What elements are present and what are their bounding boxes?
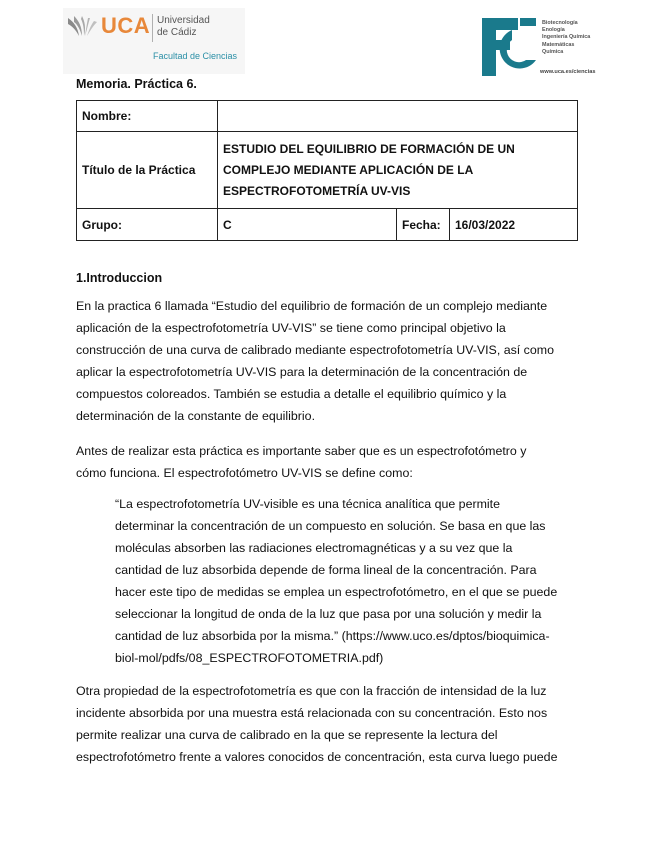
fc-logo [482,18,612,76]
name-label: Nombre: [77,101,218,132]
university-line-2: de Cádiz [157,27,197,38]
fc-subject: Ingeniería Química [542,34,591,41]
title-line: ESPECTROFOTOMETRÍA UV-VIS [223,183,411,198]
quote-line: cantidad de luz absorbida depende de forma lineal de la concentración. Para [115,563,537,577]
text-line: Antes de realizar esta práctica es importante saber que es un espectrofotómetro y [76,444,527,458]
text-line: construcción de una curva de calibrado mediante espectrofotometría UV-VIS, así como [76,343,554,357]
title-line: COMPLEJO MEDIANTE APLICACIÓN DE LA [223,162,474,177]
text-line: incidente absorbida por una muestra está relacionada con su concentración. Esto nos [76,706,548,720]
section-heading: 1.Introduccion [76,271,163,285]
uca-brand: UCA [101,13,151,38]
text-line: permite realizar una curva de calibrado en la que se represente la lectura del [76,728,498,742]
uca-bird-icon [66,14,100,40]
group-value: C [218,209,397,241]
fc-emblem-icon [482,18,538,76]
fc-url: www.uca.es/ciencias [540,69,596,75]
date-label: Fecha: [397,209,450,241]
text-line: compuestos coloreados. También se estudia a detalle el equilibrio químico y la [76,387,507,401]
memo-title: Memoria. Práctica 6. [76,77,197,91]
text-line: cómo funciona. El espectrofotómetro UV-VIS se define como: [76,466,413,480]
university-name [157,15,210,39]
faculty-name: Facultad de Ciencias [153,51,238,61]
fc-subject: Biotecnología [542,20,578,26]
fc-subject: Química [542,48,564,55]
text-line: determinación de la constante de equilibrio. [76,409,316,423]
quote-line: seleccionar la longitud de onda de la luz que pasa por una solución y medir la [115,607,542,621]
definition-quote [115,493,575,669]
table-row [77,132,578,209]
university-line-1: Universidad [157,15,210,26]
date-value: 16/03/2022 [450,209,578,241]
text-line: Otra propiedad de la espectrofotometría es que con la fracción de intensidad de la luz [76,684,547,698]
quote-line: determinar la concentración de un compuesto en solución. Se basa en que las [115,519,546,533]
quote-line: cantidad de luz absorbida por la misma.” (https://www.uco.es/dptos/bioquimica- [115,629,550,643]
fc-subject: Enología [542,27,565,34]
paragraph-calibration [76,680,586,768]
quote-line: “La espectrofotometría UV-visible es una técnica analítica que permite [115,497,500,511]
paragraph-intro [76,295,586,427]
text-line: aplicación de la espectrofotometría UV-VIS” se tiene como principal objetivo la [76,321,506,335]
text-line: espectrofotómetro frente a valores conocidos de concentración, esta curva luego puede [76,750,558,764]
fc-subject: Matemáticas [542,41,575,48]
table-row [77,209,578,241]
quote-line: hacer este tipo de medidas se emplea un espectrofotómetro, en el que se puede [115,585,558,599]
uca-logo [63,8,245,74]
title-value [218,132,578,209]
paragraph-definition-lead [76,440,586,484]
group-label: Grupo: [77,209,218,241]
title-label: Título de la Práctica [77,132,218,209]
fc-subject-list [542,20,590,56]
quote-line: moléculas absorben las radiaciones electromagnéticas y a su vez que la [115,541,513,555]
title-line: ESTUDIO DEL EQUILIBRIO DE FORMACIÓN DE UN [223,141,515,156]
info-table [76,100,578,241]
name-value [218,101,578,132]
quote-line: biol-mol/pdfs/08_ESPECTROFOTOMETRIA.pdf) [115,651,384,665]
table-row [77,101,578,132]
text-line: En la practica 6 llamada “Estudio del equilibrio de formación de un complejo mediante [76,299,548,313]
logo-separator [152,14,153,42]
text-line: aplicar la espectrofotometría UV-VIS para la determinación de la concentración de [76,365,528,379]
